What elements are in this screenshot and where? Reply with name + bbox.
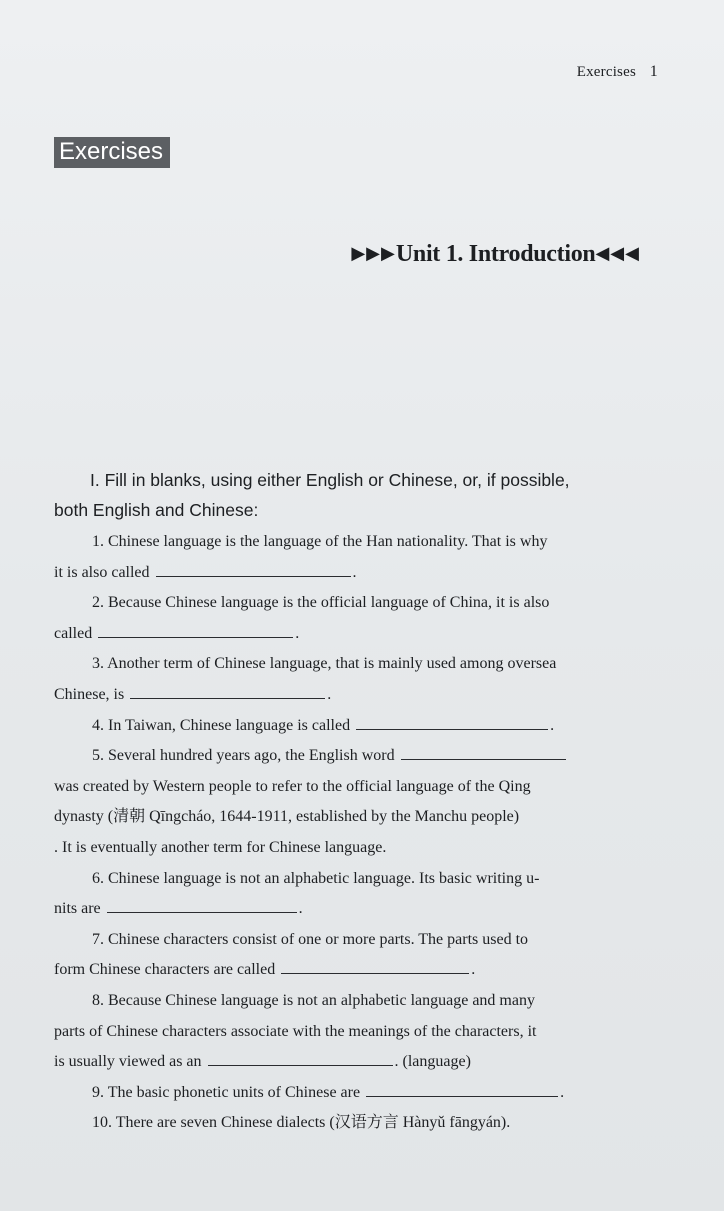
answer-blank[interactable]: [281, 958, 469, 974]
question-2: 2. Because Chinese language is the official language of China, it is also called .: [54, 594, 550, 642]
question-6: 6. Chinese language is not an alphabetic language. Its basic writing u- nits are .: [54, 869, 540, 918]
triangle-left-icons: ◀◀◀: [595, 243, 640, 263]
question-4: 4. In Taiwan, Chinese language is called .: [54, 711, 638, 742]
answer-blank[interactable]: [156, 561, 351, 577]
page-number: 1: [649, 63, 658, 80]
question-7: 7. Chinese characters consist of one or more parts. The parts used to form Chinese characters are called .: [54, 930, 529, 979]
unit-title: Unit 1. Introduction: [395, 241, 596, 267]
running-head-title: Exercises: [576, 64, 636, 80]
question-9: 9. The basic phonetic units of Chinese are .: [54, 1078, 638, 1109]
section-heading-line-2: both English and Chinese:: [54, 500, 259, 520]
answer-blank[interactable]: [366, 1081, 558, 1097]
exercises-label: Exercises: [54, 137, 170, 168]
question-5: 5. Several hundred years ago, the English word was created by Western people to refer to the official language of the Qing dynasty (清朝 Qīngcháo, 1644-1911, established by the Manchu people) . It is eventually another term for Chinese language.: [54, 741, 638, 863]
answer-blank[interactable]: [130, 683, 325, 699]
question-10: 10. There are seven Chinese dialects (汉语方言 Hànyǔ fāngyán).: [92, 1114, 511, 1132]
answer-blank[interactable]: [356, 714, 548, 730]
question-3: 3. Another term of Chinese language, that is mainly used among oversea Chinese, is .: [54, 655, 557, 703]
unit-title-row: [351, 241, 640, 268]
section-heading: [54, 465, 644, 525]
question-1: 1. Chinese language is the language of the Han nationality. That is why it is also called .: [54, 533, 548, 581]
triangle-right-icons: ▶▶▶: [351, 243, 396, 263]
answer-blank[interactable]: [98, 622, 293, 638]
running-head: [576, 63, 658, 81]
section-heading-line-1: I. Fill in blanks, using either English or Chinese, or, if possible,: [90, 470, 570, 490]
question-list: [54, 527, 638, 1139]
question-8: 8. Because Chinese language is not an alphabetic language and many parts of Chinese characters associate with the meanings of the characters, it is usually viewed as an . (language): [54, 991, 537, 1071]
answer-blank[interactable]: [401, 744, 566, 760]
answer-blank[interactable]: [208, 1050, 393, 1066]
answer-blank[interactable]: [107, 897, 297, 913]
